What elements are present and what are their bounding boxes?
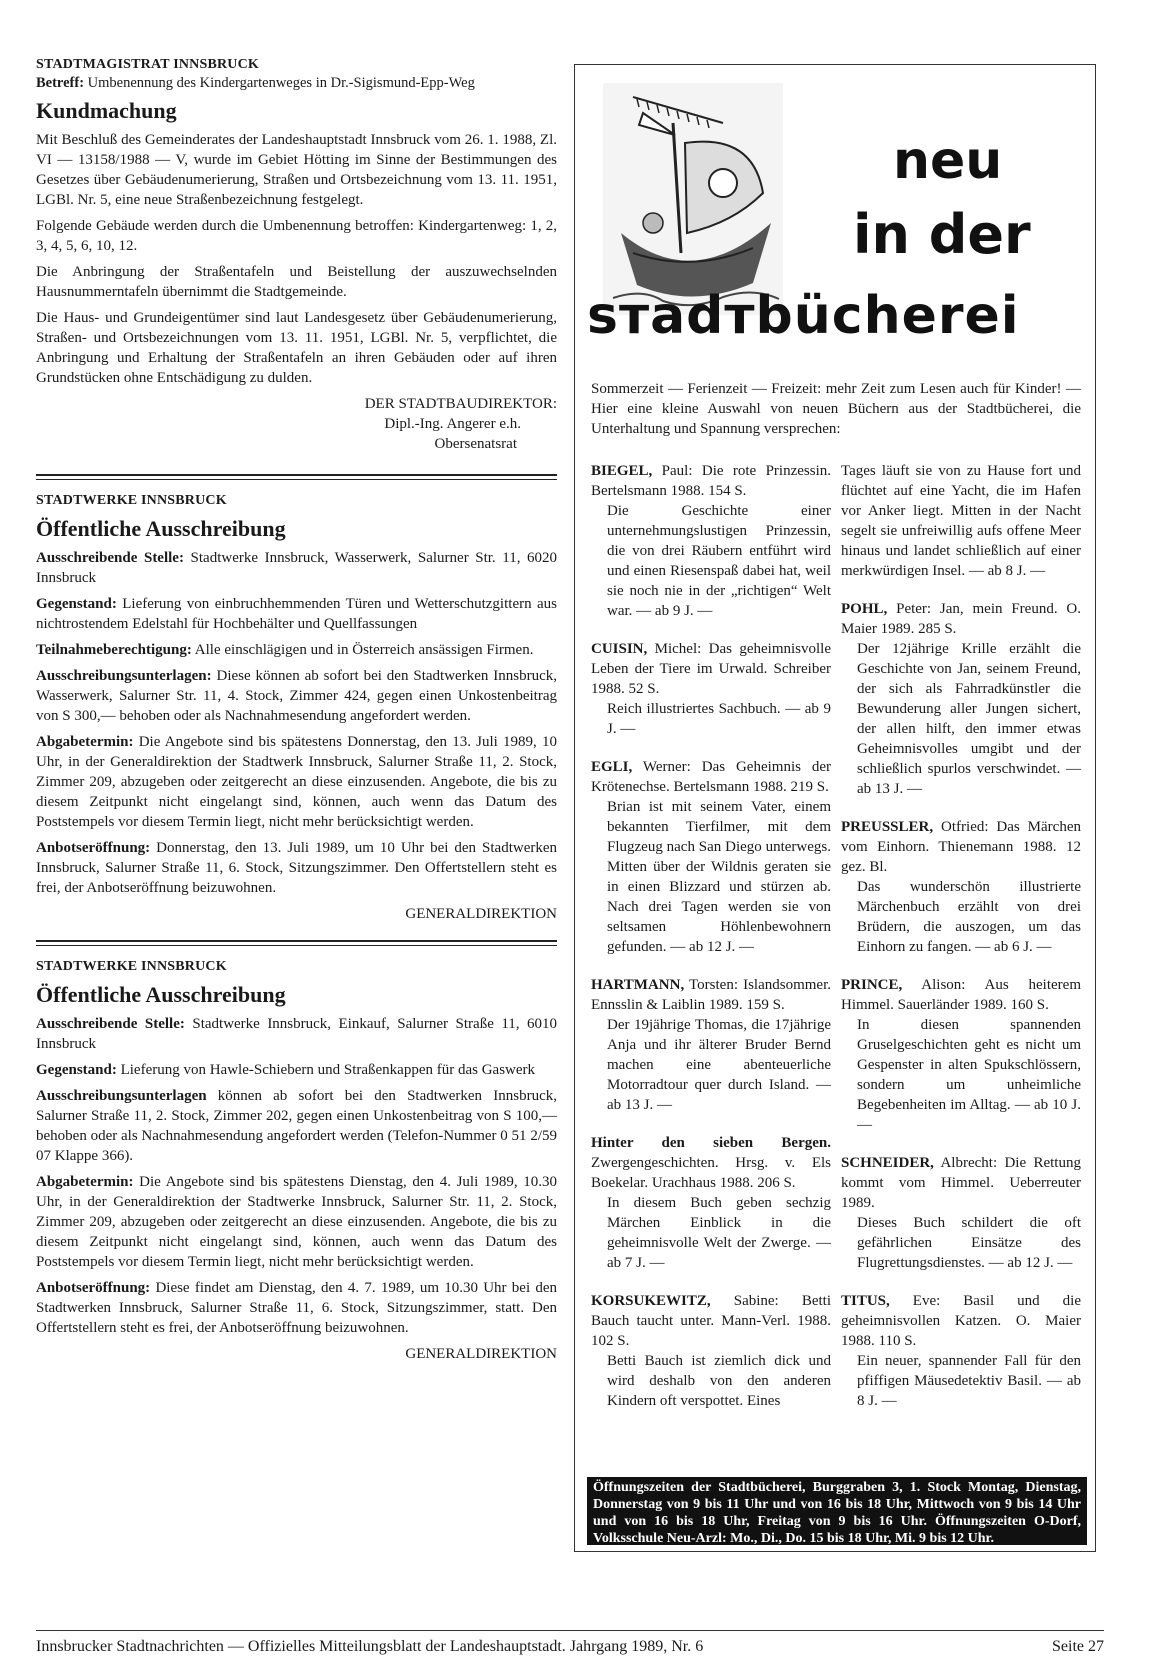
notice-title: Kundmachung [36, 98, 177, 123]
left-column [36, 56, 557, 1364]
notice-betreff: Betreff: Umbenennung des Kindergartenweges in Dr.-Sigismund-Epp-Weg [36, 75, 475, 91]
heading-line-1: neu [893, 131, 1003, 191]
signature-title: GENERALDIREKTION [405, 906, 557, 922]
library-intro: Sommerzeit — Ferienzeit — Freizeit: mehr Zeit zum Lesen auch für Kinder! — Hier eine kleine Auswahl von neuen Büchern aus der Stadtbücherei, die Unterhaltung und Spannung versprechen: [591, 381, 1081, 437]
book-entry: SCHNEIDER, Albrecht: Die Rettung kommt vom Himmel. Ueberreuter 1989. Dieses Buch schildert die oft gefährlichen Einsätze des Flugrettungsdienstes. — ab 12 J. — [841, 1155, 1081, 1271]
book-entry: KORSUKEWITZ, Sabine: Betti Bauch taucht unter. Mann-Verl. 1988. 102 S. Betti Bauch ist ziemlich dick und wird deshalb von den anderen Kindern oft verspottet. Eines [591, 1293, 831, 1409]
book-entry: POHL, Peter: Jan, mein Freund. O. Maier 1989. 285 S. Der 12jährige Krille erzählt die Geschichte von Jan, seinem Freund, der sich als Fahrradkünstler die Bewunderung aller Jungen sichert, der allen hilft, den immer etwas Geheimnisvolles umgibt und der schließlich spurlos verschwindet. — ab 13 J. — [841, 601, 1082, 797]
signature-rank: Obersenatsrat [434, 436, 517, 452]
notice-issuer: STADTMAGISTRAT INNSBRUCK [36, 57, 260, 72]
book-entry: PREUSSLER, Otfried: Das Märchen vom Einhorn. Thienemann 1988. 12 gez. Bl. Das wunderschön illustrierte Märchenbuch erzählt von drei Brüdern, die auszogen, um das Einhorn zu fangen. — ab 6 J. — [841, 819, 1081, 955]
signature-name: Dipl.-Ing. Angerer e.h. [384, 416, 521, 432]
library-box [574, 64, 1096, 1552]
notice-field: Gegenstand: Lieferung von Hawle-Schiebern und Straßenkappen für das Gaswerk [36, 1062, 536, 1078]
notice-paragraph: Folgende Gebäude werden durch die Umbenennung betroffen: Kindergartenweg: 1, 2, 3, 4, 5, 6, 10, 12. [36, 218, 557, 254]
page-footer [36, 1630, 1104, 1657]
book-entry: HARTMANN, Torsten: Islandsommer. Ennsslin & Laiblin 1989. 159 S. Der 19jährige Thomas, die 17jährige Anja und ihr älterer Bruder Bernd machen eine abenteuerliche Motorradtour quer durch Island. — ab 13 J. — [591, 977, 831, 1113]
book-column-1 [591, 461, 831, 1429]
notice-paragraph: Mit Beschluß des Gemeinderates der Landeshauptstadt Innsbruck vom 26. 1. 1988, Zl. VI — 13158/1988 — V, wurde im Gebiet Hötting im Sinne der Bestimmungen des Gesetzes über Gebäudenumerierung, Straßen und Ortsbezeichnung vom 13. 11. 1951, LGBl. Nr. 5, eine neue Straßenbezeichnung festgelegt. [36, 132, 557, 208]
notice-title: Öffentliche Ausschreibung [36, 516, 286, 541]
notice-issuer: STADTWERKE INNSBRUCK [36, 493, 227, 508]
opening-hours: Öffnungszeiten der Stadtbücherei, Burggraben 3, 1. Stock Montag, Dienstag, Donnerstag von 9 bis 11 Uhr und von 16 bis 18 Uhr, Mittwoch von 9 bis 14 Uhr und von 16 bis 18 Uhr, Freitag von 9 bis 16 Uhr. Öffnungszeiten O-Dorf, Volksschule Neu-Arzl: Mo., Di., Do. 15 bis 18 Uhr, Mi. 9 bis 12 Uhr. [587, 1477, 1087, 1545]
book-entry: CUISIN, Michel: Das geheimnisvolle Leben der Tiere im Urwald. Schreiber 1988. 52 S. Reich illustriertes Sachbuch. — ab 9 J. — [591, 641, 832, 737]
notice-issuer: STADTWERKE INNSBRUCK [36, 959, 227, 974]
book-entry-continuation: Tages läuft sie von zu Hause fort und flüchtet auf eine Yacht, die im Hafen vor Anker liegt. Mitten in der Nacht segelt sie unfreiwillig aufs offene Meer hinaus und landet schließlich auf einer merkwürdigen Insel. — ab 8 J. — [841, 463, 1081, 579]
book-entry: BIEGEL, Paul: Die rote Prinzessin. Bertelsmann 1988. 154 S. Die Geschichte einer unternehmungslustigen Prinzessin, die von drei Räubern entführt wird und einen Riesenspaß dabei hat, weil sie noch nie in der „richtigen“ Welt war. — ab 9 J. — [591, 463, 831, 619]
section-divider [36, 474, 557, 480]
book-entry: EGLI, Werner: Das Geheimnis der Krötenechse. Bertelsmann 1988. 219 S. Brian ist mit seinem Vater, einem bekannten Tierfilmer, mit dem Flugzeug nach San Diego unterwegs. Mitten über der Wildnis geraten sie in einen Blizzard und stürzen ab. Nach drei Tagen werden sie von seltsamen Höhlenbewohnern gefunden. — ab 12 J. — [591, 759, 831, 955]
section-divider [36, 940, 557, 946]
ship-illustration [603, 83, 783, 315]
notice-field: Teilnahmeberechtigung: Alle einschlägigen und in Österreich ansässigen Firmen. [36, 642, 534, 658]
notice-field: Anbotseröffnung: Diese findet am Dienstag, den 4. 7. 1989, um 10.30 Uhr bei den Stadtwerken Innsbruck, Salurner Straße 11, 6. Stock, Sitzungszimmer, statt. Den Offertstellern steht es frei, der Anbotseröffnung beizuwohnen. [36, 1280, 558, 1336]
notice-field: Abgabetermin: Die Angebote sind bis spätestens Dienstag, den 4. Juli 1989, 10.30 Uhr, in der Generaldirektion der Stadtwerke Innsbruck, Salurner Str. 11, 2. Stock, Zimmer 209, abzugeben oder zeitgerecht an diese einzusenden. Angebote, die bis zu diesem Zeitpunkt nicht eingelangt sind, können, auch wenn das Datum des Poststempels vor diesem Termin liegt, nicht mehr berücksichtigt werden. [36, 1174, 557, 1270]
notice-field: Ausschreibende Stelle: Stadtwerke Innsbruck, Einkauf, Salurner Straße 11, 6010 Innsbruck [36, 1016, 558, 1052]
book-entry: TITUS, Eve: Basil und die geheimnisvollen Katzen. O. Maier 1988. 110 S. Ein neuer, spannender Fall für den pfiffigen Mäusedetektiv Basil. — ab 8 J. — [841, 1293, 1081, 1409]
heading-line-2: in der [853, 203, 1031, 266]
notice-field: Anbotseröffnung: Donnerstag, den 13. Juli 1989, um 10 Uhr bei den Stadtwerken Innsbruck, Salurner Straße 11, 6. Stock, Sitzungszimmer. Den Offertstellern steht es frei, der Anbotseröffnung beizuwohnen. [36, 840, 557, 896]
notice-field: Abgabetermin: Die Angebote sind bis spätestens Donnerstag, den 13. Juli 1989, 10 Uhr, in der Generaldirektion der Stadtwerk Innsbruck, Salurner Straße 11, 2. Stock, Zimmer 209, abzugeben oder zeitgerecht an diese einzusenden. Angebote, die bis zu diesem Zeitpunkt nicht eingelangt sind, können, auch wenn das Datum des Poststempels vor diesem Termin liegt, nicht mehr berücksichtigt werden. [36, 734, 557, 830]
notice-field: Ausschreibungsunterlagen: Diese können ab sofort bei den Stadtwerken Innsbruck, Wasserwerk, Salurner Str. 11, 4. Stock, Zimmer 424, gegen einen Unkostenbeitrag von S 300,— behoben oder als Nachnahmesendung angefordert werden. [36, 668, 557, 724]
notice-paragraph: Die Anbringung der Straßentafeln und Beistellung der auszuwechselnden Hausnummerntafeln übernimmt die Stadtgemeinde. [36, 264, 557, 300]
notice-field: Ausschreibungsunterlagen können ab sofort bei den Stadtwerken Innsbruck, Salurner Straße 11, 2. Stock, Zimmer 202, gegen einen Unkostenbeitrag von S 100,— behoben oder als Nachnahmesendung angefordert werden (Telefon-Nummer 0 51 2/59 07 Klappe 366). [36, 1088, 557, 1164]
footer-publication: Innsbrucker Stadtnachrichten — Offizielles Mitteilungsblatt der Landeshauptstadt. Jahrgang 1989, Nr. 6 [36, 1638, 704, 1655]
notice-field: Ausschreibende Stelle: Stadtwerke Innsbruck, Wasserwerk, Salurner Str. 11, 6020 Innsbruck [36, 550, 558, 586]
notice-field: Gegenstand: Lieferung von einbruchhemmenden Türen und Wetterschutzgittern aus nichtrostendem Edelstahl für Hochbehälter und Quellfassungen [36, 596, 557, 632]
signature-title: GENERALDIREKTION [405, 1346, 557, 1362]
notice-title: Öffentliche Ausschreibung [36, 982, 286, 1007]
notice-paragraph: Die Haus- und Grundeigentümer sind laut Landesgesetz über Gebäudenumerierung, Straßen- und Ortsbezeichnungen vom 13. 11. 1951, LGBl. Nr. 5, verpflichtet, die Anbringung und Erhaltung der Straßentafeln an ihren Gebäuden oder auf ihren Grundstücken ohne Entschädigung zu dulden. [36, 310, 557, 386]
heading-line-3: sтadтbücherei [587, 286, 1020, 346]
book-column-2 [841, 461, 1081, 1429]
book-entry: Hinter den sieben Bergen. Zwergengeschichten. Hrsg. v. Els Boekelar. Urachhaus 1988. 206 S. In diesem Buch geben sechzig Märchen Einblick in die geheimnisvolle Welt der Zwerge. — ab 7 J. — [591, 1135, 831, 1271]
book-entry: PRINCE, Alison: Aus heiterem Himmel. Sauerländer 1989. 160 S. In diesen spannenden Gruselgeschichten geht es nicht um Gespenster in alten Spukschlössern, sondern um unheimliche Begebenheiten im Alltag. — ab 10 J. — [841, 977, 1081, 1133]
page-number: Seite 27 [1052, 1638, 1104, 1655]
signature-title: DER STADTBAUDIREKTOR: [364, 396, 557, 412]
